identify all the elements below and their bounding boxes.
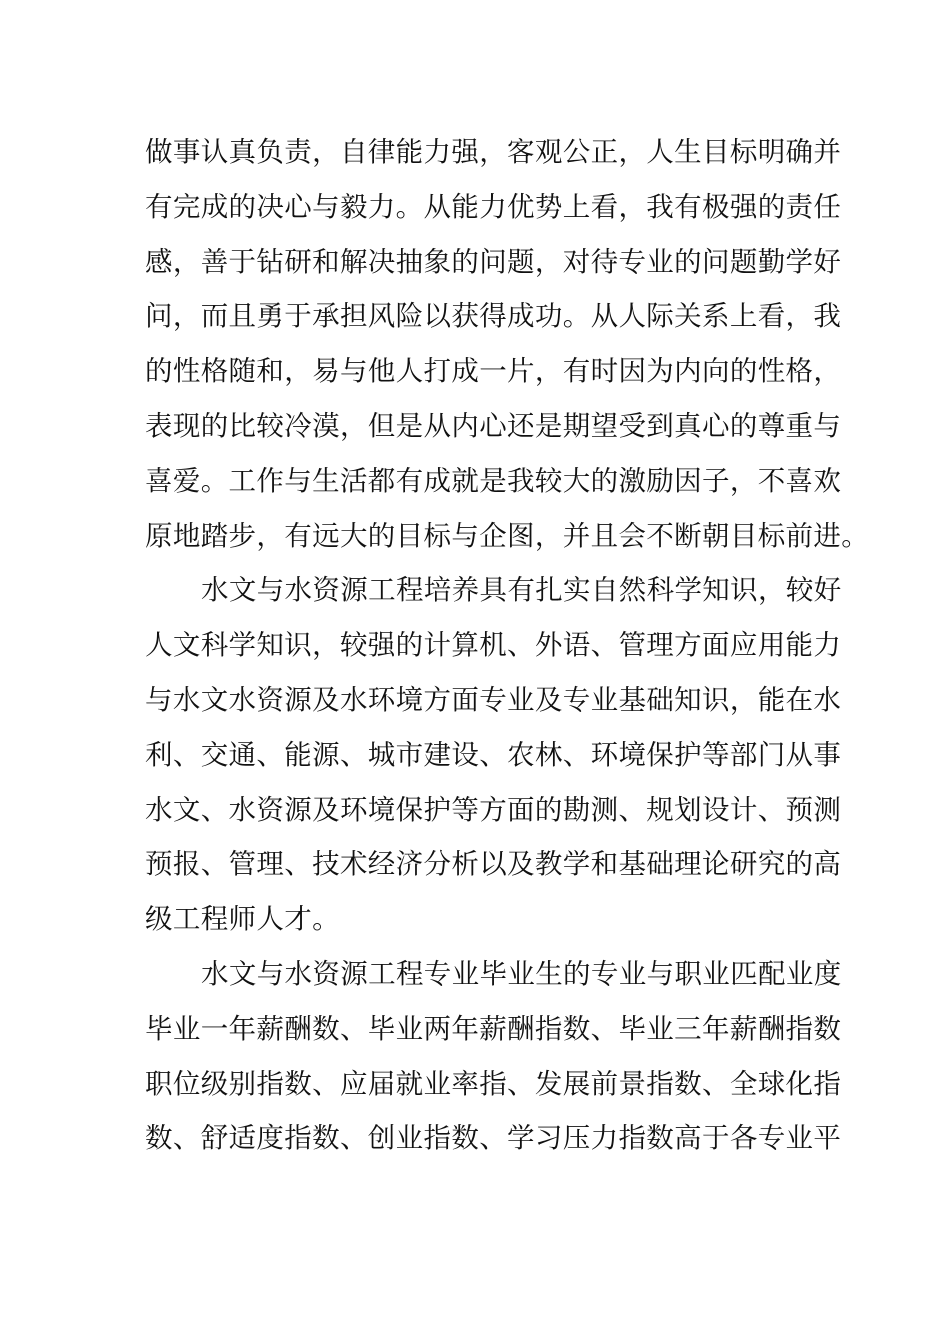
paragraph-major-overview (145, 563, 842, 947)
document-body (145, 125, 870, 1166)
paragraph-line: 原地踏步，有远大的目标与企图，并且会不断朝目标前进。 (145, 519, 870, 552)
paragraph-line: 水文、水资源及环境保护等方面的勘测、规划设计、预测 (145, 793, 842, 826)
paragraph-line: 级工程师人才。 (145, 903, 340, 936)
paragraph-line: 毕业一年薪酬数、毕业两年薪酬指数、毕业三年薪酬指数 (145, 1012, 842, 1045)
paragraph-line: 的性格随和，易与他人打成一片，有时因为内向的性格， (145, 355, 842, 388)
paragraph-line: 预报、管理、技术经济分析以及教学和基础理论研究的高 (145, 848, 842, 881)
paragraph-line: 喜爱。工作与生活都有成就是我较大的激励因子，不喜欢 (145, 464, 842, 497)
paragraph-self-assessment (145, 125, 870, 563)
paragraph-line: 人文科学知识，较强的计算机、外语、管理方面应用能力 (145, 629, 842, 662)
paragraph-line: 问，而且勇于承担风险以获得成功。从人际关系上看，我 (145, 300, 842, 333)
paragraph-line: 感，善于钻研和解决抽象的问题，对待专业的问题勤学好 (145, 245, 842, 278)
paragraph-line: 与水文水资源及水环境方面专业及专业基础知识，能在水 (145, 683, 842, 716)
paragraph-line: 水文与水资源工程培养具有扎实自然科学知识，较好 (201, 574, 842, 607)
paragraph-career-indices (145, 947, 842, 1166)
paragraph-line: 做事认真负责，自律能力强，客观公正，人生目标明确并 (145, 136, 842, 168)
paragraph-line: 利、交通、能源、城市建设、农林、环境保护等部门从事 (145, 738, 842, 771)
paragraph-line: 水文与水资源工程专业毕业生的专业与职业匹配业度 (201, 957, 842, 990)
paragraph-line: 职位级别指数、应届就业率指、发展前景指数、全球化指 (145, 1067, 842, 1100)
paragraph-line: 表现的比较冷漠，但是从内心还是期望受到真心的尊重与 (145, 409, 842, 442)
paragraph-line: 有完成的决心与毅力。从能力优势上看，我有极强的责任 (145, 190, 842, 223)
paragraph-line: 数、舒适度指数、创业指数、学习压力指数高于各专业平 (145, 1122, 842, 1155)
